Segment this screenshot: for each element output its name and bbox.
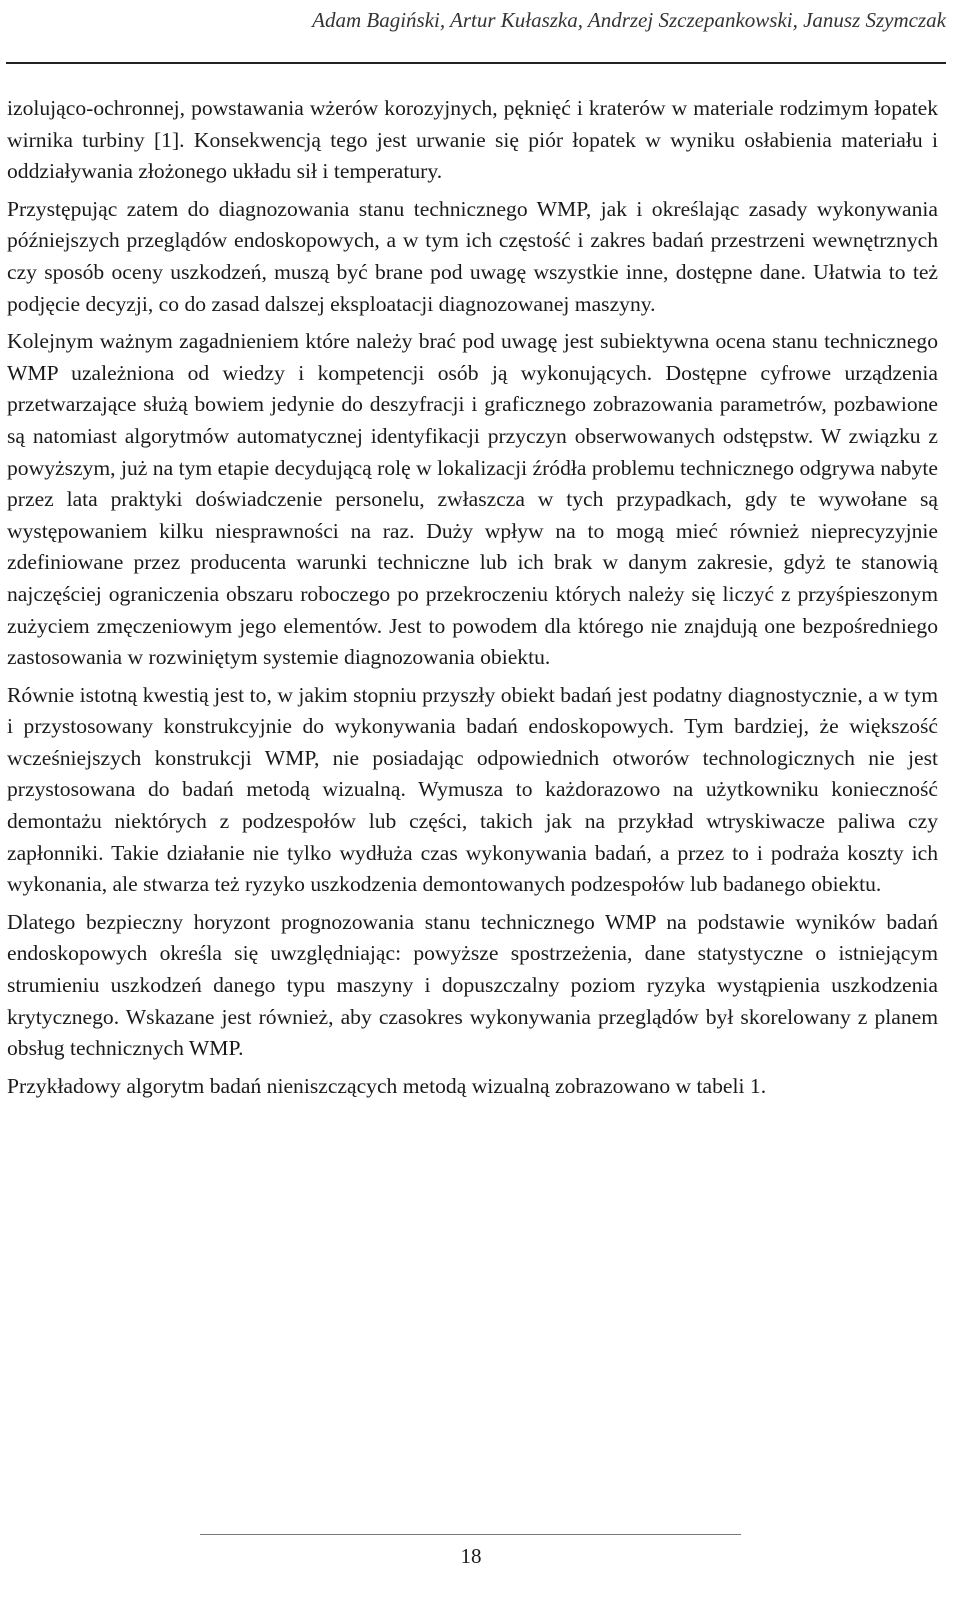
- header-divider: [6, 62, 946, 64]
- paragraph-2: Przystępując zatem do diagnozowania stanu technicznego WMP, jak i określając zasady wykonywania późniejszych przeglądów endoskopowych, a w tym ich częstość i zakres badań przestrzeni wewnętrznych czy sposób oceny uszkodzeń, muszą być brane pod uwagę wszystkie inne, dostępne dane. Ułatwia to też podjęcie decyzji, co do zasad dalszej eksploatacji diagnozowanej maszyny.: [7, 196, 938, 316]
- paragraph-6: Przykładowy algorytm badań nieniszczących metodą wizualną zobrazowano w tabeli 1.: [7, 1073, 767, 1098]
- paragraph-3: Kolejnym ważnym zagadnieniem które należy brać pod uwagę jest subiektywna ocena stanu technicznego WMP uzależniona od wiedzy i kompetencji osób ją wykonujących. Dostępne cyfrowe urządzenia przetwarzające służą bowiem jedynie do deszyfracji i graficznego zobrazowania parametrów, pozbawione są natomiast algorytmów automatycznej identyfikacji przyczyn obserwowanych odstępstw. W związku z powyższym, już na tym etapie decydującą rolę w lokalizacji źródła problemu technicznego odgrywa nabyte przez lata praktyki doświadczenie personelu, zwłaszcza w tych przypadkach, gdy te wywołane są występowaniem kilku niesprawności na raz. Duży wpływ na to mogą mieć również nieprecyzyjnie zdefiniowane przez producenta warunki techniczne lub ich brak w danym zakresie, gdyż te stanowią najczęściej ograniczenia obszaru roboczego po przekroczeniu których należy się liczyć z przyśpieszonym zużyciem zmęczeniowym jego elementów. Jest to powodem dla którego nie znajdują one bezpośredniego zastosowania w rozwiniętym systemie diagnozowania obiektu.: [7, 329, 938, 670]
- body-text: [7, 93, 938, 1108]
- page-number: 18: [460, 1544, 482, 1568]
- paragraph-1: izolująco-ochronnej, powstawania wżerów korozyjnych, pęknięć i kraterów w materiale rodzimym łopatek wirnika turbiny [1]. Konsekwencją tego jest urwanie się piór łopatek w wyniku osłabienia materiału i oddziaływania złożonego układu sił i temperatury.: [7, 96, 938, 184]
- running-header-authors: Adam Bagiński, Artur Kułaszka, Andrzej Szczepankowski, Janusz Szymczak: [312, 8, 946, 32]
- footer-divider: [200, 1534, 741, 1535]
- paragraph-4: Równie istotną kwestią jest to, w jakim stopniu przyszły obiekt badań jest podatny diagnostycznie, a w tym i przystosowany konstrukcyjnie do wykonywania badań endoskopowych. Tym bardziej, że większość wcześniejszych konstrukcji WMP, nie posiadając odpowiednich otworów technologicznych nie jest przystosowana do badań metodą wizualną. Wymusza to każdorazowo na użytkowniku konieczność demontażu niektórych z podzespołów lub części, takich jak na przykład wtryskiwacze paliwa czy zapłonniki. Takie działanie nie tylko wydłuża czas wykonywania badań, a przez to i podraża koszty ich wykonania, ale stwarza też ryzyko uszkodzenia demontowanych podzespołów lub badanego obiektu.: [7, 682, 938, 897]
- paragraph-5: Dlatego bezpieczny horyzont prognozowania stanu technicznego WMP na podstawie wyników badań endoskopowych określa się uwzględniając: powyższe spostrzeżenia, dane statystyczne o istniejącym strumieniu uszkodzeń danego typu maszyny i dopuszczalny poziom ryzyka wystąpienia uszkodzenia krytycznego. Wskazane jest również, aby czasokres wykonywania przeglądów był skorelowany z planem obsług technicznych WMP.: [7, 909, 938, 1061]
